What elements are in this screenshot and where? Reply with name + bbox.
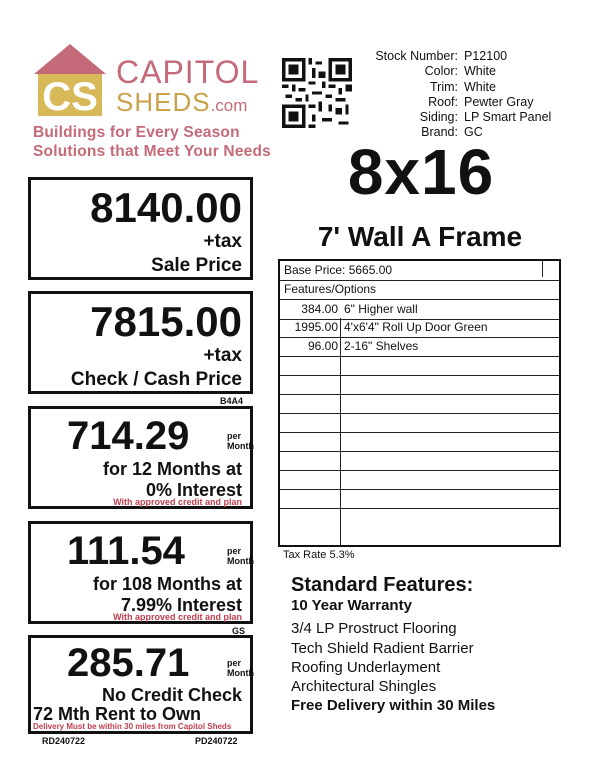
features-header-row — [280, 280, 559, 299]
tagline-1: Buildings for Every Season — [33, 124, 240, 141]
features-header: Features/Options — [284, 282, 377, 296]
sale-price-tax: +tax — [203, 231, 242, 252]
option-price: 96.00 — [307, 339, 338, 353]
plan-12-box — [28, 406, 253, 509]
plan-108-code: GS — [232, 626, 246, 636]
standard-feature-item: 3/4 LP Prostruct Flooring — [291, 620, 457, 637]
option-row — [280, 299, 559, 320]
spec-value: GC — [464, 125, 483, 140]
standard-feature-item: 10 Year Warranty — [291, 597, 412, 614]
standard-feature-item: Roofing Underlayment — [291, 659, 441, 676]
base-price: Base Price: 5665.00 — [284, 263, 393, 277]
option-row — [280, 489, 559, 509]
option-row — [280, 508, 559, 527]
rto-amount: 285.71 — [67, 641, 190, 685]
spec-list — [360, 49, 551, 141]
spec-value: White — [464, 79, 496, 94]
option-row — [280, 394, 559, 414]
rto-note: Delivery Must be within 30 miles from Capitol Sheds — [33, 722, 232, 731]
options-table — [278, 259, 561, 547]
cash-price-code: B4A4 — [220, 396, 244, 406]
sale-price-amount: 8140.00 — [90, 184, 242, 231]
plan-108-per: per Month — [227, 546, 254, 566]
spec-row — [360, 64, 551, 79]
cash-price-amount: 7815.00 — [90, 298, 242, 345]
qr-code-icon — [282, 58, 352, 128]
spec-value: P12100 — [464, 49, 508, 63]
plan-108-amount: 111.54 — [67, 529, 185, 573]
option-row — [280, 432, 559, 452]
plan-12-line1: for 12 Months at — [102, 459, 242, 479]
spec-label: Siding: — [419, 110, 458, 125]
base-price-checkbox — [542, 261, 559, 277]
spec-row — [360, 110, 551, 125]
spec-label: Stock Number: — [375, 49, 458, 63]
shed-style: 7' Wall A Frame — [317, 221, 523, 252]
plan-108-line2: 7.99% Interest — [120, 595, 242, 615]
option-row — [280, 356, 559, 376]
standard-feature-item: Tech Shield Radient Barrier — [291, 640, 474, 657]
base-price-row — [280, 261, 559, 281]
spec-row — [360, 49, 551, 64]
cash-price-box — [28, 291, 253, 394]
rto-code-right: PD240722 — [195, 736, 238, 746]
option-row — [280, 375, 559, 395]
sale-price-label: Sale Price — [151, 255, 242, 276]
spec-label: Roof: — [428, 94, 458, 109]
standard-feature-item: Architectural Shingles — [291, 678, 437, 695]
tax-rate: Tax Rate 5.3% — [283, 549, 355, 561]
rent-to-own-box — [28, 635, 253, 734]
standard-features-title: Standard Features: — [291, 574, 474, 596]
rto-line2: 72 Mth Rent to Own — [33, 704, 201, 724]
sale-price-box — [28, 177, 253, 280]
option-row — [280, 413, 559, 433]
standard-feature-item: Free Delivery within 30 Miles — [291, 697, 496, 714]
plan-12-amount: 714.29 — [67, 414, 190, 458]
rto-code-left: RD240722 — [42, 736, 86, 746]
cash-price-tax: +tax — [203, 345, 242, 366]
spec-value: White — [464, 64, 496, 79]
plan-12-per: per Month — [227, 431, 254, 451]
brand-name-sheds: SHEDS.com — [116, 87, 248, 117]
option-row — [280, 451, 559, 471]
rto-line1: No Credit Check — [101, 685, 242, 705]
rto-per: per Month — [227, 658, 254, 678]
brand-domain: .com — [210, 96, 248, 115]
tagline-2: Solutions that Meet Your Needs — [33, 143, 271, 160]
plan-108-box — [28, 521, 253, 624]
spec-row — [360, 80, 551, 95]
option-price: 1995.00 — [294, 320, 338, 334]
option-price: 384.00 — [301, 302, 338, 316]
option-description: 4'x6'4" Roll Up Door Green — [344, 320, 488, 334]
option-row — [280, 318, 559, 338]
svg-text:CS: CS — [42, 75, 98, 118]
spec-row — [360, 95, 551, 110]
option-row — [280, 337, 559, 357]
plan-12-line2: 0% Interest — [145, 480, 242, 500]
spec-value: Pewter Gray — [464, 94, 534, 109]
plan-12-note: With approved credit and plan — [113, 497, 242, 507]
spec-label: Brand: — [421, 125, 458, 140]
option-description: 6" Higher wall — [344, 302, 418, 316]
cash-price-label: Check / Cash Price — [70, 369, 242, 390]
plan-108-line1: for 108 Months at — [92, 574, 242, 594]
capitol-sheds-logo-icon — [30, 42, 110, 118]
spec-label: Trim: — [430, 79, 458, 94]
brand-name-capitol: CAPITOL — [116, 54, 260, 90]
plan-108-note: With approved credit and plan — [113, 612, 242, 622]
spec-value: LP Smart Panel — [464, 110, 552, 125]
option-description: 2-16" Shelves — [344, 339, 419, 353]
option-row — [280, 470, 559, 490]
shed-size: 8x16 — [347, 136, 495, 208]
spec-label: Color: — [424, 64, 458, 79]
